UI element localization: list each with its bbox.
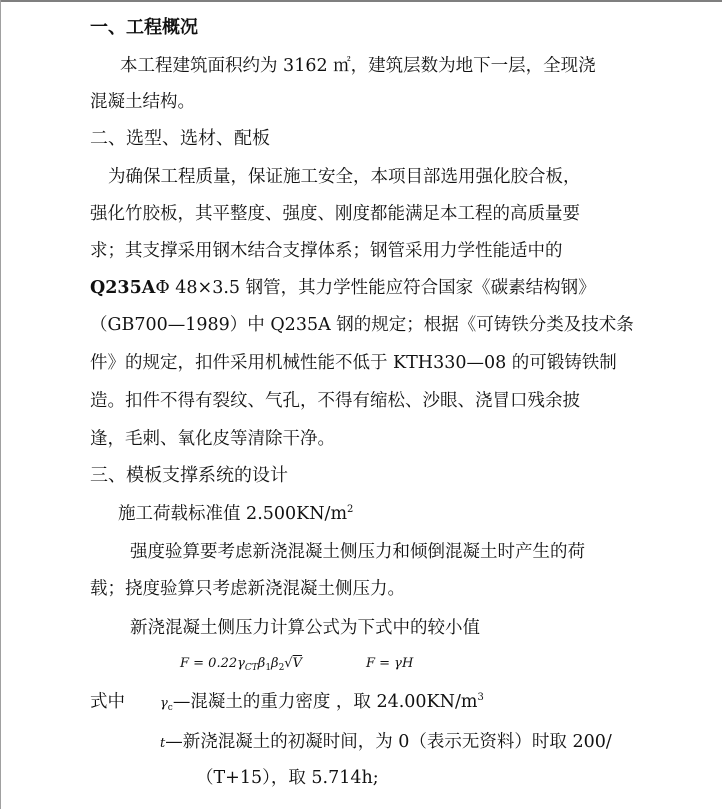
where-label: 式中 xyxy=(90,692,125,712)
load-text: 施工荷载标准值 2.500KN/m xyxy=(118,504,348,524)
section2-line6: 件》的规定，扣件采用机械性能不低于 KTH330—08 的可锻铸铁制 xyxy=(90,353,617,373)
formula-intro: 新浇混凝土侧压力计算公式为下式中的较小值 xyxy=(130,618,480,638)
formula1-sub-ct: CT xyxy=(244,663,258,673)
section1-heading: 一、工程概况 xyxy=(90,17,198,38)
t-definition-cont: （T+15），取 5.714h; xyxy=(196,768,379,788)
formula1-beta1: β xyxy=(257,656,266,671)
check-line2: 载；挠度验算只考虑新浇混凝土侧压力。 xyxy=(90,579,405,599)
formula1-sub-1: 1 xyxy=(265,663,272,673)
formula1-sqrt-v: V xyxy=(292,656,302,671)
section1-para-line2: 混凝土结构。 xyxy=(90,92,195,112)
formula1-sub-2: 2 xyxy=(278,663,285,673)
steel-spec: Φ 48×3.5 钢管，其力学性能应符合国家《碳素结构钢》 xyxy=(155,278,596,298)
gamma-symbol: γ xyxy=(160,696,168,711)
section2-heading: 二、选型、选材、配板 xyxy=(90,128,270,149)
steel-grade: Q235A xyxy=(90,278,156,298)
check-line1: 强度验算要考虑新浇混凝土侧压力和倾倒混凝土时产生的荷 xyxy=(130,542,585,562)
section2-line8: 逢，毛刺、氧化皮等清除干净。 xyxy=(90,429,335,449)
gamma-definition xyxy=(160,691,484,715)
t-definition xyxy=(160,731,612,755)
formula1-main: F = 0.22γ xyxy=(180,656,245,671)
formula-gamma-h: F = γH xyxy=(366,656,414,671)
formula-lateral-pressure xyxy=(180,655,302,673)
gamma-unit-sup: 3 xyxy=(477,692,484,703)
gamma-text: —混凝土的重力密度 ，取 24.00KN/m xyxy=(172,692,478,712)
sqrt-sign: √ xyxy=(284,656,293,671)
section2-line2: 强化竹胶板，其平整度、强度、刚度都能满足本工程的高质量要 xyxy=(90,204,580,224)
load-standard-line xyxy=(118,503,353,525)
load-unit-sup: 2 xyxy=(347,504,354,515)
section2-line7: 造。扣件不得有裂纹、气孔，不得有缩松、沙眼、浇冒口残余披 xyxy=(90,391,580,411)
t-symbol: t xyxy=(160,736,166,751)
t-text: —新浇混凝土的初凝时间，为 0（表示无资料）时取 200/ xyxy=(165,732,612,752)
section3-heading: 三、模板支撑系统的设计 xyxy=(90,465,288,486)
section2-line3: 求；其支撑采用钢木结合支撑体系；钢管采用力学性能适中的 xyxy=(90,241,563,261)
section1-para-line1: 本工程建筑面积约为 3162 ㎡，建筑层数为地下一层，全现浇 xyxy=(120,56,596,76)
formula1-beta2: β xyxy=(271,656,279,671)
gamma-sub-c: c xyxy=(167,703,173,713)
section2-line4 xyxy=(90,277,596,299)
section2-line5: （GB700—1989）中 Q235A 钢的规定；根据《可铸铁分类及技术条 xyxy=(90,315,634,335)
section2-line1: 为确保工程质量，保证施工安全，本项目部选用强化胶合板， xyxy=(108,167,581,187)
